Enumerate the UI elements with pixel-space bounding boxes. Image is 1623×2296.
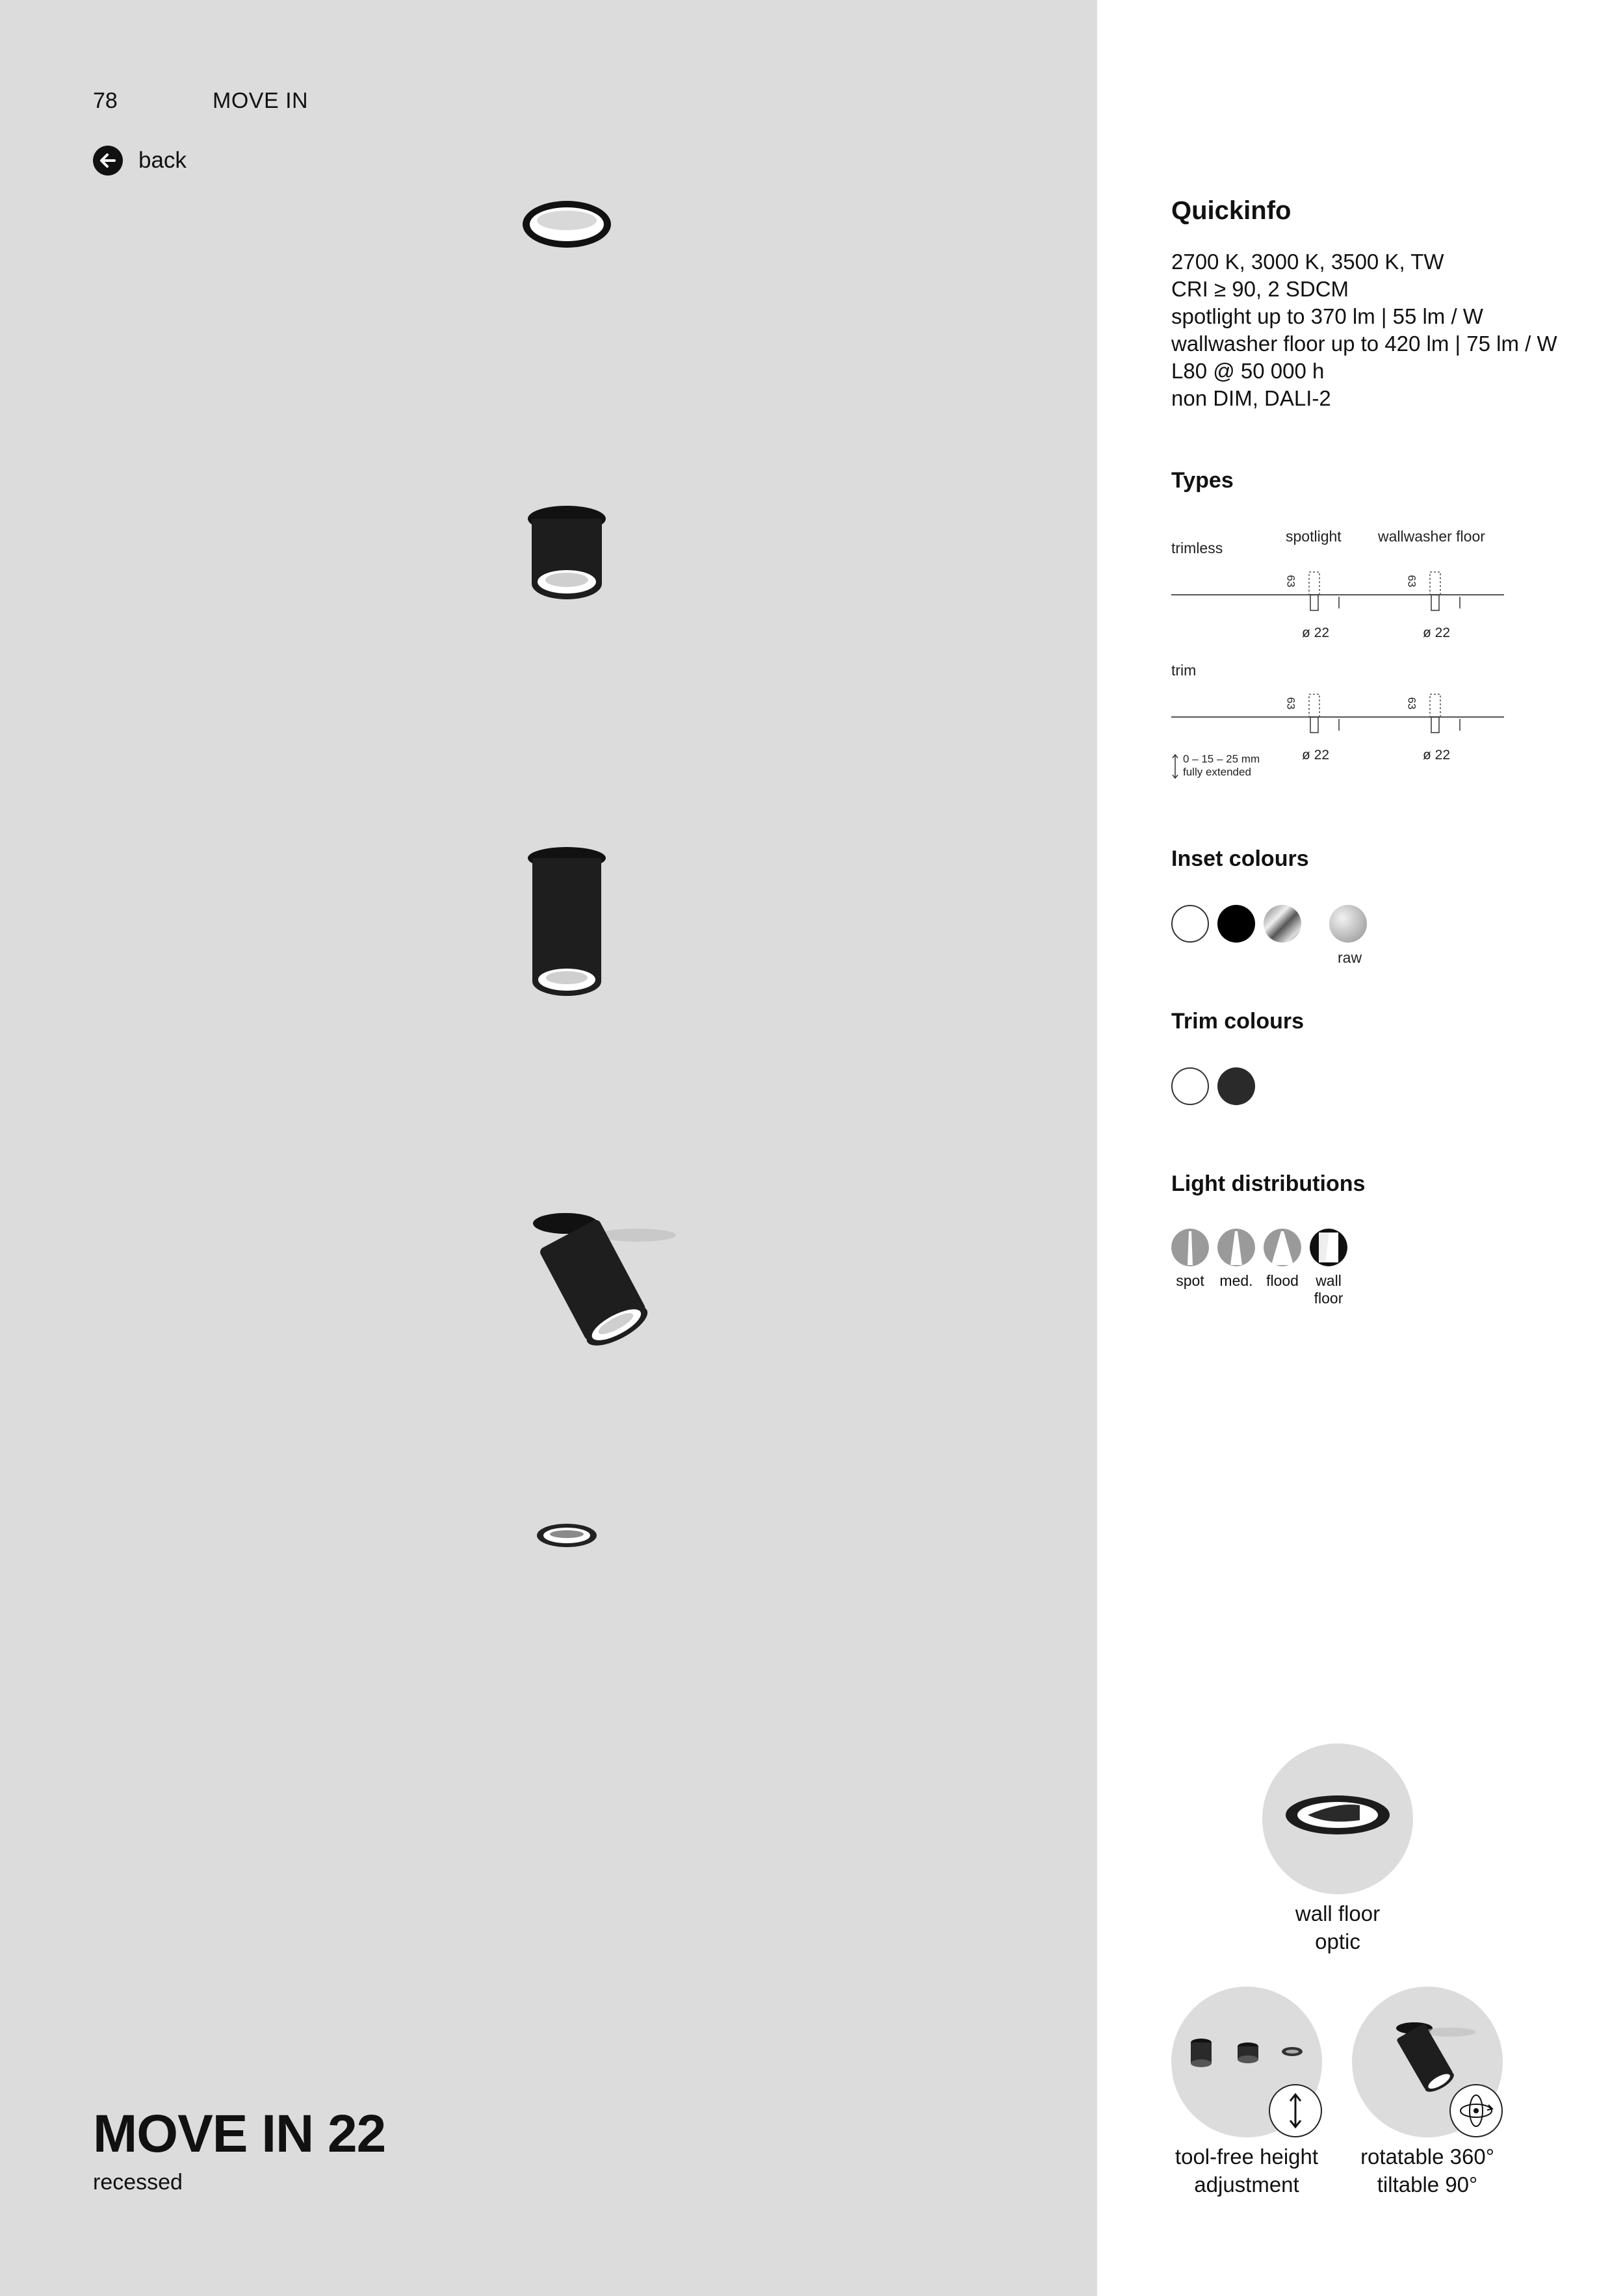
types-dim-diameter: ø 22 (1302, 625, 1330, 640)
lamp-image-short (520, 501, 614, 608)
swatch-raw[interactable] (1329, 905, 1367, 943)
section-title: MOVE IN (213, 88, 309, 113)
lamp-image-flush (520, 198, 614, 250)
feature-label-height-adjustment: tool-free height adjustment (1175, 2145, 1319, 2197)
page-number: 78 (93, 88, 118, 113)
back-link[interactable] (93, 146, 187, 176)
types-drawing-trimless (1171, 566, 1509, 611)
distribution-label-spot: spot (1176, 1272, 1204, 1289)
distribution-label-med: med. (1219, 1272, 1253, 1289)
feature-label-rotatable-tiltable: rotatable 360° tiltable 90° (1360, 2145, 1494, 2197)
quickinfo-line: 2700 K, 3000 K, 3500 K, TW (1171, 250, 1444, 274)
back-label: back (138, 148, 187, 173)
quickinfo-line: CRI ≥ 90, 2 SDCM (1171, 277, 1349, 301)
trim-colours-heading: Trim colours (1171, 1009, 1305, 1034)
trim-swatch-black[interactable] (1217, 1067, 1255, 1105)
types-dim-diameter: ø 22 (1302, 748, 1330, 763)
quickinfo-line: non DIM, DALI-2 (1171, 386, 1331, 410)
types-adjust-note: fully extended (1183, 766, 1251, 778)
feature-wall-floor-optic (1262, 1743, 1413, 1894)
medium-distribution-icon[interactable] (1217, 1229, 1255, 1266)
quickinfo-heading: Quickinfo (1171, 196, 1292, 225)
lamp-image-small-flush (534, 1521, 599, 1550)
vertical-arrows-icon (1270, 2085, 1321, 2136)
swatch-chrome[interactable] (1264, 905, 1301, 943)
lamp-image-extended (520, 845, 614, 1001)
types-heading: Types (1171, 468, 1234, 493)
swatch-raw-label: raw (1338, 949, 1362, 966)
types-row-trimless: trimless (1171, 540, 1223, 556)
height-adjust-arrow-icon (1171, 754, 1179, 779)
types-adjust-note: 0 – 15 – 25 mm (1183, 753, 1260, 765)
trim-swatch-white[interactable] (1171, 1067, 1209, 1105)
wall-floor-optic-image (1262, 1743, 1413, 1894)
types-dim-height: 63 (1284, 697, 1297, 710)
inset-colours-heading: Inset colours (1171, 846, 1309, 871)
light-distributions-heading: Light distributions (1171, 1171, 1366, 1196)
product-subtitle: recessed (93, 2170, 183, 2195)
types-dim-diameter: ø 22 (1423, 748, 1451, 763)
types-dim-height: 63 (1405, 697, 1418, 710)
swatch-black[interactable] (1217, 905, 1255, 943)
arrow-left-icon (93, 146, 123, 176)
product-title: MOVE IN 22 (93, 2104, 386, 2163)
types-dim-height: 63 (1405, 575, 1418, 588)
quickinfo-line: spotlight up to 370 lm | 55 lm / W (1171, 304, 1483, 328)
feature-label-wall-floor-optic: wall floor optic (1295, 1901, 1381, 1953)
distribution-label-flood: flood (1266, 1272, 1299, 1289)
wall-floor-distribution-icon[interactable] (1310, 1229, 1347, 1266)
lamp-image-tilted (526, 1209, 682, 1359)
flood-distribution-icon[interactable] (1264, 1229, 1301, 1266)
types-col-wallwasher: wallwasher floor (1378, 528, 1485, 545)
rotate-tilt-icon (1451, 2085, 1501, 2136)
swatch-white[interactable] (1171, 905, 1209, 943)
quickinfo-line: L80 @ 50 000 h (1171, 359, 1325, 383)
types-dim-height: 63 (1284, 575, 1297, 588)
quickinfo-line: wallwasher floor up to 420 lm | 75 lm / W (1171, 332, 1557, 356)
spot-distribution-icon[interactable] (1171, 1229, 1209, 1266)
rotation-badge (1449, 2084, 1503, 2137)
types-col-spotlight: spotlight (1286, 528, 1342, 545)
types-row-trim: trim (1171, 662, 1197, 679)
height-badge (1269, 2084, 1322, 2137)
distribution-label-wall-floor: wall floor (1314, 1272, 1344, 1307)
types-drawing-trim (1171, 688, 1509, 733)
types-dim-diameter: ø 22 (1423, 625, 1451, 640)
